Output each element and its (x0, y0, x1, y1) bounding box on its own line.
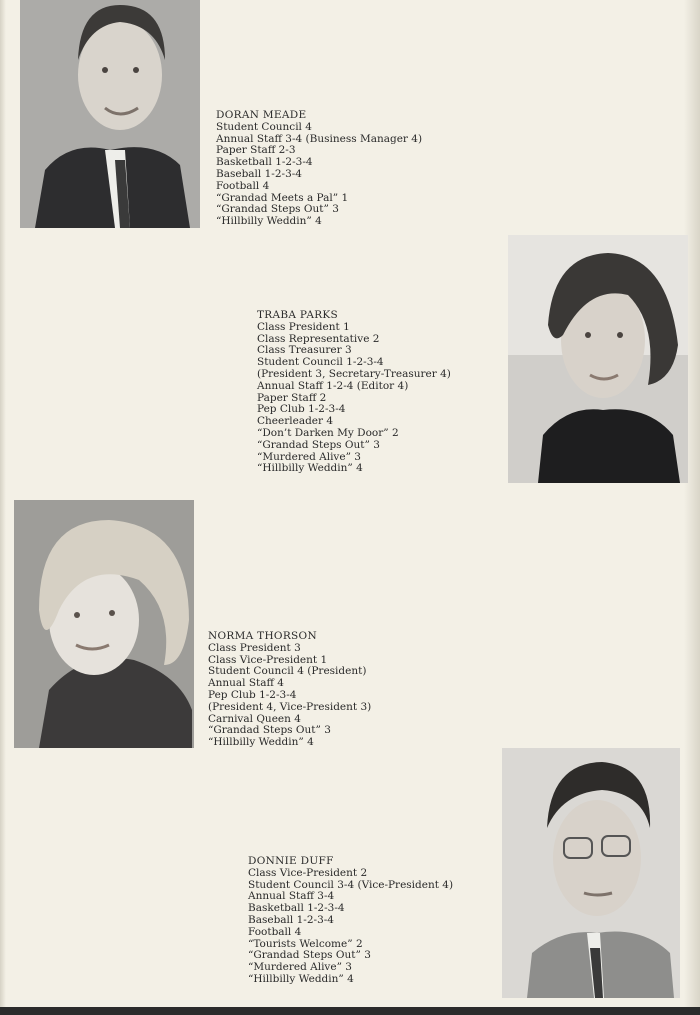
portrait-traba-parks (508, 235, 688, 483)
page-bottom-border (0, 1007, 700, 1015)
bio-norma-thorson (208, 631, 371, 749)
activity-line: Student Council 4 (President) (208, 665, 367, 678)
activity-line: (President 4, Vice-President 3) (208, 700, 372, 713)
bio-traba-parks (257, 310, 451, 475)
activity-line: Carnival Queen 4 (208, 712, 301, 725)
activity-line: Football 4 (216, 179, 270, 192)
activity-line: (President 3, Secretary-Treasurer 4) (257, 367, 451, 380)
page-edge-shadow (684, 0, 700, 1015)
activity-line: Cheerleader 4 (257, 415, 334, 428)
activity-line: Pep Club 1-2-3-4 (257, 403, 346, 416)
activity-line: “Grandad Meets a Pal” 1 (216, 191, 349, 204)
activity-line: Student Council 3-4 (Vice-President 4) (248, 878, 454, 891)
activity-line: “Hillbilly Weddin” 4 (257, 462, 363, 475)
activity-line: Annual Staff 4 (208, 677, 284, 690)
activity-line: Class Vice-President 2 (248, 866, 368, 879)
activity-line: “Hillbilly Weddin” 4 (248, 972, 354, 985)
page-gutter-shadow (0, 0, 6, 1015)
activity-line: Student Council 4 (216, 120, 312, 133)
bio-doran-meade (216, 110, 422, 228)
activity-line: Class President 1 (257, 320, 350, 333)
activity-line: “Grandad Steps Out” 3 (257, 438, 380, 451)
activity-line: “Tourists Welcome” 2 (248, 937, 363, 950)
activity-line: Basketball 1-2-3-4 (216, 156, 313, 169)
portrait-doran-meade (20, 0, 200, 228)
student-name: TRABA PARKS (257, 309, 339, 321)
activity-line: “Don’t Darken My Door” 2 (257, 426, 399, 439)
activity-line: Baseball 1-2-3-4 (248, 913, 334, 926)
activity-line: Paper Staff 2-3 (216, 144, 296, 157)
activity-line: Pep Club 1-2-3-4 (208, 688, 297, 701)
activity-line: Annual Staff 1-2-4 (Editor 4) (257, 379, 409, 392)
bio-donnie-duff (248, 856, 453, 986)
activity-line: “Murdered Alive” 3 (257, 450, 361, 463)
portrait-norma-thorson (14, 500, 194, 748)
activity-line: “Grandad Steps Out” 3 (248, 949, 371, 962)
student-name: NORMA THORSON (208, 630, 317, 642)
activity-line: “Hillbilly Weddin” 4 (208, 736, 314, 749)
activity-line: Basketball 1-2-3-4 (248, 902, 345, 915)
activity-line: Class President 3 (208, 641, 301, 654)
activity-line: Annual Staff 3-4 (Business Manager 4) (216, 132, 423, 145)
student-name: DONNIE DUFF (248, 855, 334, 867)
activity-line: Baseball 1-2-3-4 (216, 167, 302, 180)
activity-line: Student Council 1-2-3-4 (257, 356, 384, 369)
student-name: DORAN MEADE (216, 109, 307, 121)
activity-line: “Grandad Steps Out” 3 (216, 203, 339, 216)
portrait-donnie-duff (502, 748, 680, 998)
activity-line: Class Representative 2 (257, 332, 380, 345)
activity-line: Annual Staff 3-4 (248, 890, 335, 903)
activity-line: Class Vice-President 1 (208, 653, 328, 666)
activity-line: Class Treasurer 3 (257, 344, 352, 357)
activity-line: “Hillbilly Weddin” 4 (216, 215, 322, 228)
activity-line: Paper Staff 2 (257, 391, 327, 404)
activity-line: Football 4 (248, 925, 302, 938)
activity-line: “Murdered Alive” 3 (248, 961, 352, 974)
activity-line: “Grandad Steps Out” 3 (208, 724, 331, 737)
